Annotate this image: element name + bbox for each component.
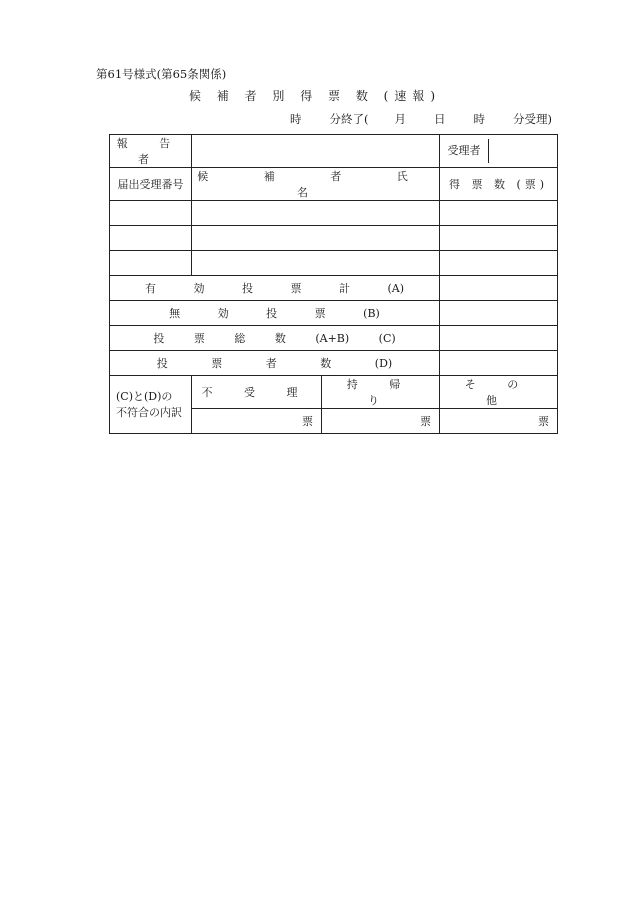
valid-total-row [110, 276, 558, 301]
number-field[interactable] [110, 201, 192, 226]
name-field[interactable] [192, 201, 440, 226]
name-header: 候 補 者 氏 名 [192, 168, 440, 201]
candidate-row [110, 251, 558, 276]
header-row [110, 168, 558, 201]
votes-field[interactable] [440, 226, 558, 251]
taken-home-field[interactable] [322, 409, 440, 434]
time-received-line [290, 111, 552, 127]
name-field[interactable] [192, 226, 440, 251]
reporter-field[interactable] [192, 135, 440, 168]
receiver-field[interactable] [489, 139, 557, 163]
valid-total-label: 有 効 投 票 計 (A) [110, 276, 440, 301]
time-minute-end-label: 分終了( [329, 112, 369, 126]
candidate-row [110, 201, 558, 226]
voters-label: 投 票 者 数 (D) [110, 351, 440, 376]
not-received-header: 不 受 理 [192, 376, 322, 409]
mismatch-label-line1: (C)と(D)の [116, 389, 173, 403]
number-field[interactable] [110, 251, 192, 276]
time-minute-received-label: 分受理) [513, 112, 552, 126]
mismatch-label [110, 376, 192, 434]
vote-report-table [109, 134, 558, 434]
number-header: 届出受理番号 [110, 168, 192, 201]
reporter-label: 報 告 者 [110, 135, 192, 168]
voters-row [110, 351, 558, 376]
other-field[interactable] [440, 409, 558, 434]
valid-total-field[interactable] [440, 276, 558, 301]
candidate-row [110, 226, 558, 251]
receiver-label: 受理者 [440, 139, 489, 163]
receiver-cell [440, 135, 558, 168]
votes-field[interactable] [440, 251, 558, 276]
invalid-row [110, 301, 558, 326]
time-month-label: 月 [394, 112, 406, 126]
votes-header: 得 票 数 (票) [440, 168, 558, 201]
reporter-row [110, 135, 558, 168]
unit-label: 票 [538, 415, 549, 428]
invalid-label: 無 効 投 票 (B) [110, 301, 440, 326]
votes-field[interactable] [440, 201, 558, 226]
name-field[interactable] [192, 251, 440, 276]
mismatch-label-line2: 不符合の内訳 [116, 405, 182, 419]
voters-field[interactable] [440, 351, 558, 376]
grand-total-label: 投 票 総 数 (A+B) (C) [110, 326, 440, 351]
time-hour-label: 時 [290, 112, 302, 126]
invalid-field[interactable] [440, 301, 558, 326]
other-header: そ の 他 [440, 376, 558, 409]
unit-label: 票 [420, 415, 431, 428]
time-day-label: 日 [434, 112, 446, 126]
form-number-label: 第61号様式(第65条関係) [96, 67, 227, 81]
mismatch-header-row [110, 376, 558, 409]
taken-home-header: 持 帰 り [322, 376, 440, 409]
grand-total-row [110, 326, 558, 351]
time-hour2-label: 時 [473, 112, 485, 126]
number-field[interactable] [110, 226, 192, 251]
document-title: 候 補 者 別 得 票 数 (速報) [188, 89, 442, 103]
not-received-field[interactable] [192, 409, 322, 434]
unit-label: 票 [302, 415, 313, 428]
grand-total-field[interactable] [440, 326, 558, 351]
